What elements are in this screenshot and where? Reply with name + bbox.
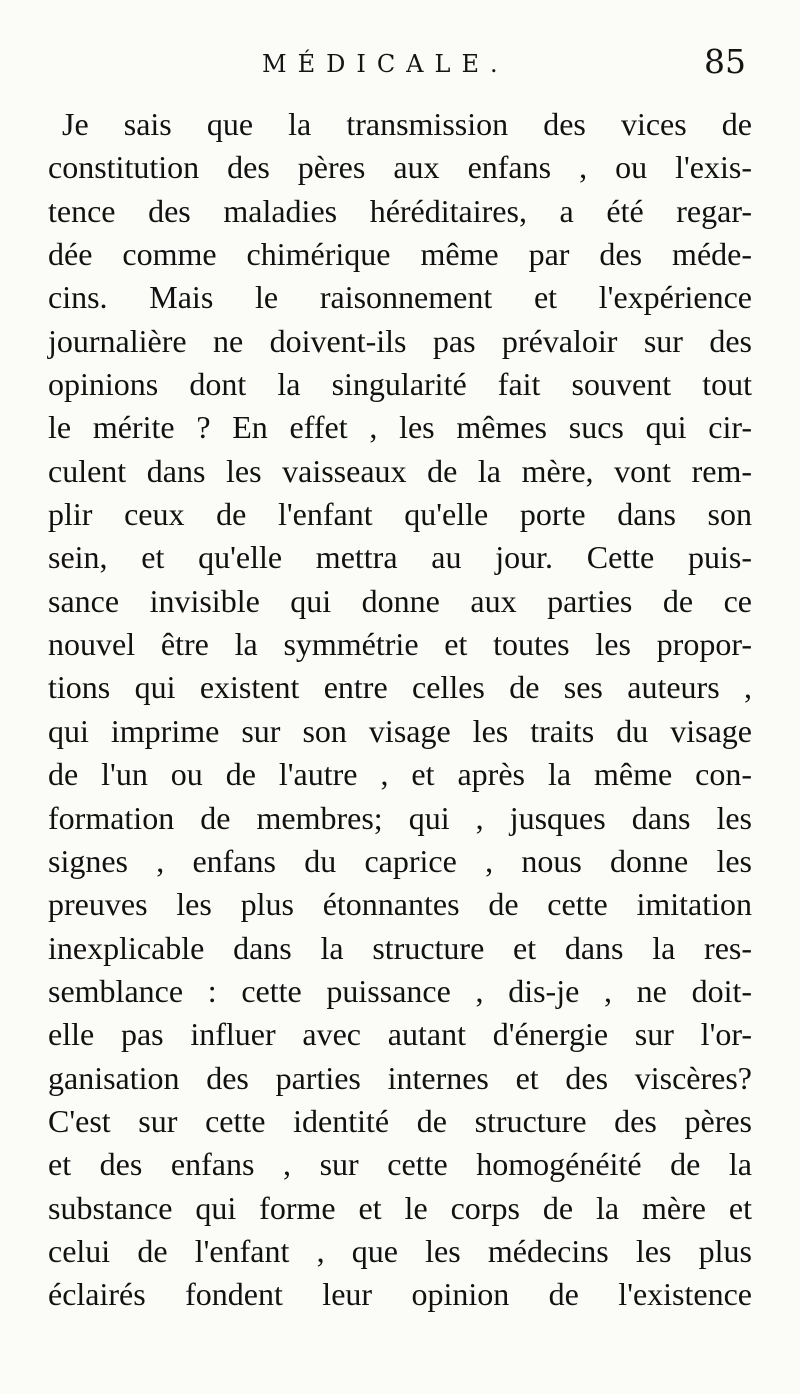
text-line: signes , enfans du caprice , nous donne les	[48, 842, 752, 879]
text-line: sein, et qu'elle mettra au jour. Cette puis-	[48, 539, 752, 576]
text-line: elle pas influer avec autant d'énergie sur l'or-	[48, 1016, 752, 1053]
text-line: opinions dont la singularité fait souvent tout	[48, 366, 752, 403]
text-line: constitution des pères aux enfans , ou l'exis-	[48, 149, 752, 186]
text-line: culent dans les vaisseaux de la mère, vont rem-	[48, 452, 752, 489]
running-title: MÉDICALE.	[262, 50, 509, 78]
text-line: inexplicable dans la structure et dans la res-	[48, 929, 752, 966]
text-line: C'est sur cette identité de structure des pères	[48, 1102, 752, 1139]
text-line: substance qui forme et le corps de la mère et	[48, 1189, 752, 1226]
text-line: journalière ne doivent-ils pas prévaloir sur des	[48, 322, 752, 359]
text-line: preuves les plus étonnantes de cette imitation	[48, 886, 752, 923]
page-number: 85	[704, 42, 746, 81]
text-line: Je sais que la transmission des vices de	[62, 106, 752, 142]
text-line: éclairés fondent leur opinion de l'existence	[48, 1276, 752, 1313]
text-line: de l'un ou de l'autre , et après la même con-	[48, 756, 752, 793]
text-line: qui imprime sur son visage les traits du visage	[48, 712, 752, 749]
text-line: dée comme chimérique même par des méde-	[48, 236, 752, 273]
text-line: plir ceux de l'enfant qu'elle porte dans son	[48, 496, 752, 533]
text-line: tions qui existent entre celles de ses auteurs ,	[48, 669, 752, 706]
text-line: ganisation des parties internes et des viscères?	[48, 1059, 752, 1096]
text-line: nouvel être la symmétrie et toutes les propor-	[48, 626, 752, 663]
text-line: cins. Mais le raisonnement et l'expérience	[48, 279, 752, 316]
text-line: semblance : cette puissance , dis-je , ne doit-	[48, 972, 752, 1009]
body-text	[48, 103, 752, 1317]
text-line: et des enfans , sur cette homogénéité de la	[48, 1146, 752, 1183]
text-line: celui de l'enfant , que les médecins les plus	[48, 1232, 752, 1269]
text-line: tence des maladies héréditaires, a été regar-	[48, 192, 752, 229]
text-line: formation de membres; qui , jusques dans les	[48, 799, 752, 836]
text-line: le mérite ? En effet , les mêmes sucs qui cir-	[48, 409, 752, 446]
text-line: sance invisible qui donne aux parties de ce	[48, 582, 752, 619]
running-head	[0, 40, 800, 100]
